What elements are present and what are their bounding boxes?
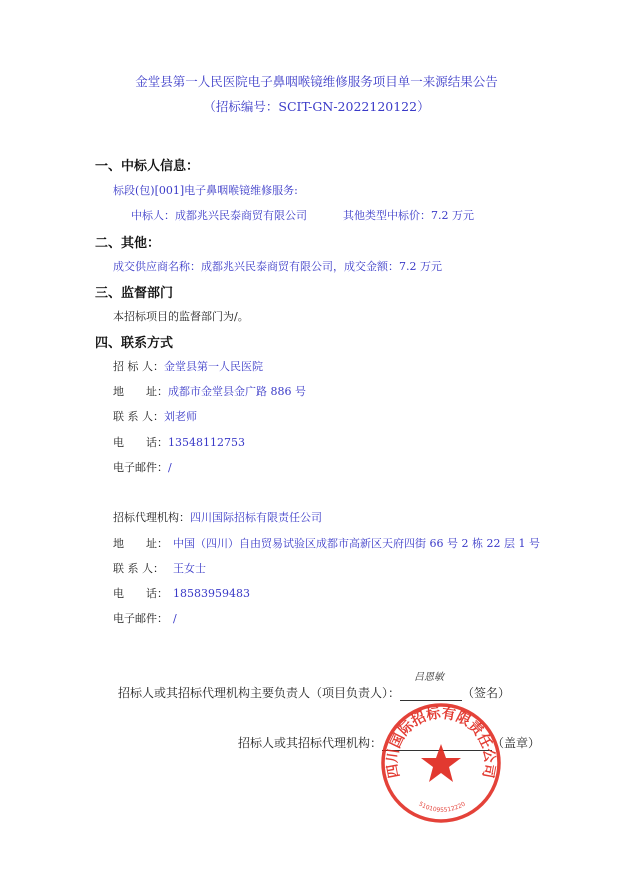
tenderer-address: 成都市金堂县金广路 886 号	[168, 385, 306, 398]
handwritten-signature: 吕恩敏	[414, 672, 445, 683]
seal-number: 5101095512220	[417, 800, 467, 814]
tenderer-email-row	[113, 459, 172, 475]
tenderer-name-label: 招 标 人：	[113, 360, 164, 373]
signature-field	[400, 672, 462, 701]
tenderer-row	[113, 358, 263, 374]
seal-text: 四川国际招标有限责任公司	[384, 705, 498, 780]
agency-name-label: 招标代理机构：	[113, 511, 190, 524]
supervision-text: 本招标项目的监督部门为/。	[113, 310, 249, 323]
section-heading-winner: 一、中标人信息：	[95, 159, 200, 174]
winner-name: 中标人：成都兆兴民泰商贸有限公司	[131, 209, 307, 222]
signature-line	[118, 672, 511, 701]
section-heading-other: 二、其他：	[95, 236, 161, 251]
tenderer-name: 金堂县第一人民医院	[164, 360, 263, 373]
agency-phone: 18583959483	[173, 587, 250, 600]
tenderer-address-label: 地 址：	[113, 385, 168, 398]
tender-code: （招标编号：SCIT-GN-2022120122）	[203, 99, 430, 114]
agency-contact-row	[113, 560, 206, 576]
seal-label: 招标人或其招标代理机构：	[238, 736, 383, 750]
section-heading-contact: 四、联系方式	[95, 336, 174, 351]
signature-suffix: （签名）	[462, 686, 511, 700]
winning-price: 其他类型中标价：7.2 万元	[343, 209, 474, 222]
tenderer-phone-row	[113, 434, 245, 450]
page-title: 金堂县第一人民医院电子鼻咽喉镜维修服务项目单一来源结果公告	[135, 74, 498, 89]
agency-row	[113, 509, 322, 525]
tenderer-phone: 13548112753	[168, 436, 245, 449]
deal-info: 成交供应商名称：成都兆兴民泰商贸有限公司，成交金额：7.2 万元	[113, 260, 442, 273]
agency-contact: 王女士	[173, 562, 206, 575]
tenderer-contact: 刘老师	[164, 410, 197, 423]
tenderer-contact-label: 联 系 人：	[113, 410, 164, 423]
agency-email-label: 电子邮件：	[113, 612, 168, 625]
tenderer-address-row	[113, 383, 306, 399]
tenderer-contact-row	[113, 408, 197, 424]
agency-email-row	[113, 610, 177, 626]
tenderer-phone-label: 电 话：	[113, 436, 168, 449]
seal-suffix: （盖章）	[492, 736, 541, 750]
agency-email: /	[173, 612, 177, 625]
agency-phone-row	[113, 585, 250, 601]
agency-address: 中国（四川）自由贸易试验区成都市高新区天府四街 66 号 2 栋 22 层 1 号	[173, 537, 540, 550]
tenderer-email: /	[168, 461, 172, 474]
agency-contact-label: 联 系 人：	[113, 562, 164, 575]
tenderer-email-label: 电子邮件：	[113, 461, 168, 474]
agency-address-row	[113, 535, 540, 551]
agency-phone-label: 电 话：	[113, 587, 168, 600]
seal-star-icon	[421, 744, 461, 782]
signature-label: 招标人或其招标代理机构主要负责人（项目负责人）：	[118, 686, 401, 700]
lot-label: 标段(包)[001]电子鼻咽喉镜维修服务:	[113, 184, 298, 197]
section-heading-supervision: 三、监督部门	[95, 286, 174, 301]
agency-address-label: 地 址：	[113, 537, 168, 550]
agency-name: 四川国际招标有限责任公司	[190, 511, 322, 524]
official-seal	[378, 700, 504, 826]
